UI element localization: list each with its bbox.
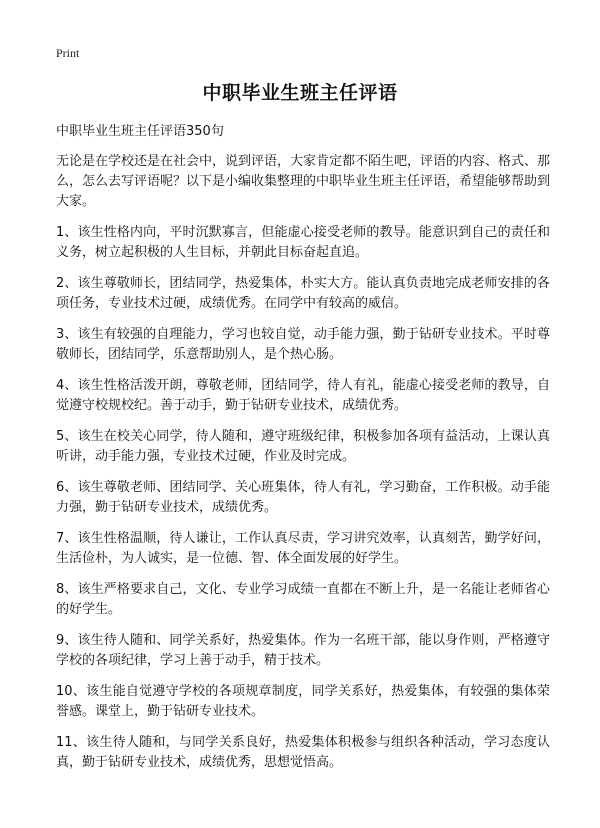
list-item: 7、该生性格温顺，待人谦让，工作认真尽责，学习讲究效率，认真刻苦，勤学好问，生活俭朴，为人诚实，是一位德、智、体全面发展的好学生。	[56, 531, 550, 566]
print-link[interactable]: Print	[56, 46, 80, 60]
list-item: 1、该生性格内向，平时沉默寡言，但能虚心接受老师的教导。能意识到自己的责任和义务，树立起积极的人生目标，并朝此目标奋起直追。	[56, 225, 550, 260]
list-item: 6、该生尊敬老师、团结同学、关心班集体，待人有礼，学习勤奋，工作积极。动手能力强，勤于钻研专业技术，成绩优秀。	[56, 480, 550, 515]
intro-paragraph: 无论是在学校还是在社会中，说到评语，大家肯定都不陌生吧，评语的内容、格式、那么，怎么去写评语呢？以下是小编收集整理的中职毕业生班主任评语，希望能够帮助到大家。	[56, 154, 551, 209]
list-item: 8、该生严格要求自己，文化、专业学习成绩一直都在不断上升，是一名能让老师省心的好学生。	[56, 582, 550, 617]
document-body	[56, 122, 550, 784]
list-item: 3、该生有较强的自理能力，学习也较自觉，动手能力强，勤于钻研专业技术。平时尊敬师长，团结同学，乐意帮助别人，是个热心肠。	[56, 327, 550, 362]
document-subtitle: 中职毕业生班主任评语350句	[56, 124, 224, 139]
list-item: 11、该生待人随和，与同学关系良好，热爱集体积极参与组织各种活动，学习态度认真，勤于钻研专业技术，成绩优秀，思想觉悟高。	[56, 735, 550, 770]
list-item: 4、该生性格活泼开朗，尊敬老师，团结同学，待人有礼，能虚心接受老师的教导，自觉遵守校规校纪。善于动手，勤于钻研专业技术，成绩优秀。	[56, 378, 550, 413]
list-item: 2、该生尊敬师长，团结同学，热爱集体，朴实大方。能认真负责地完成老师安排的各项任务，专业技术过硬，成绩优秀。在同学中有较高的威信。	[56, 276, 550, 311]
list-item: 10、该生能自觉遵守学校的各项规章制度，同学关系好，热爱集体，有较强的集体荣誉感。课堂上，勤于钻研专业技术。	[56, 684, 550, 719]
list-item: 5、该生在校关心同学，待人随和，遵守班级纪律，积极参加各项有益活动，上课认真听讲，动手能力强，专业技术过硬，作业及时完成。	[56, 429, 550, 464]
list-item: 9、该生待人随和、同学关系好，热爱集体。作为一名班干部，能以身作则，严格遵守学校的各项纪律，学习上善于动手，精于技术。	[56, 633, 550, 668]
page-title: 中职毕业生班主任评语	[202, 82, 398, 104]
